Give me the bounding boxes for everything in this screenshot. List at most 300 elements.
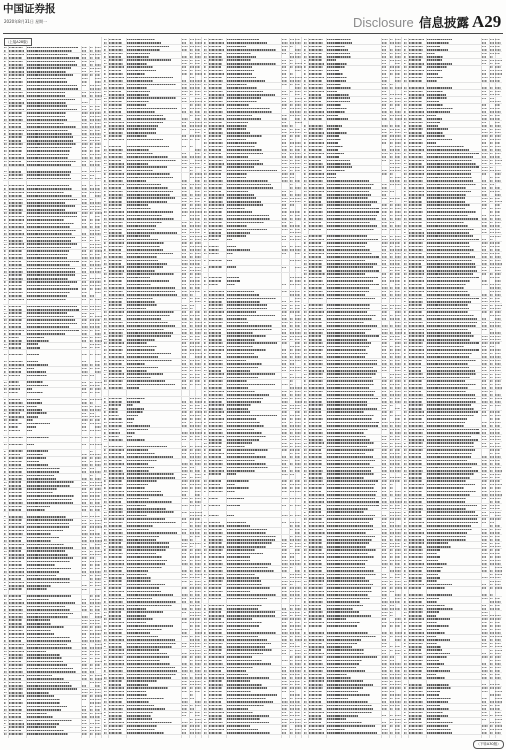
illegible-text bbox=[109, 453, 121, 455]
illegible-text bbox=[227, 308, 268, 310]
illegible-text bbox=[90, 516, 95, 517]
illegible-text bbox=[390, 570, 395, 571]
illegible-text bbox=[209, 577, 224, 579]
illegible-text bbox=[309, 239, 324, 241]
illegible-text bbox=[27, 143, 76, 145]
illegible-text bbox=[109, 629, 123, 631]
illegible-text bbox=[9, 406, 24, 408]
illegible-text bbox=[109, 384, 122, 386]
illegible-text bbox=[127, 273, 174, 275]
illegible-text bbox=[209, 584, 222, 586]
illegible-text bbox=[104, 60, 107, 61]
illegible-text bbox=[227, 687, 267, 689]
illegible-text bbox=[182, 215, 187, 216]
illegible-text bbox=[209, 232, 221, 234]
illegible-text bbox=[82, 233, 87, 234]
illegible-text bbox=[327, 260, 366, 262]
illegible-text bbox=[109, 177, 124, 179]
illegible-text bbox=[382, 346, 387, 347]
illegible-text bbox=[109, 729, 121, 731]
illegible-text bbox=[4, 268, 7, 269]
illegible-text bbox=[295, 522, 300, 523]
illegible-text bbox=[395, 149, 400, 150]
illegible-text bbox=[109, 425, 122, 427]
illegible-text bbox=[82, 620, 88, 621]
illegible-text bbox=[304, 370, 307, 371]
illegible-text bbox=[309, 484, 324, 486]
illegible-text bbox=[282, 305, 287, 306]
illegible-text bbox=[227, 653, 263, 655]
illegible-text bbox=[127, 705, 155, 707]
illegible-text bbox=[9, 309, 22, 311]
illegible-text bbox=[190, 211, 194, 212]
illegible-text bbox=[204, 636, 207, 637]
illegible-text bbox=[295, 39, 300, 40]
illegible-text bbox=[290, 346, 295, 347]
illegible-text bbox=[190, 66, 194, 67]
illegible-text bbox=[82, 633, 87, 634]
illegible-text bbox=[304, 315, 307, 316]
illegible-text bbox=[290, 139, 294, 140]
illegible-text bbox=[127, 170, 153, 172]
illegible-text bbox=[95, 471, 101, 472]
illegible-text bbox=[195, 677, 201, 678]
illegible-text bbox=[327, 473, 375, 475]
illegible-text bbox=[127, 494, 164, 496]
illegible-text bbox=[295, 322, 301, 323]
illegible-text bbox=[282, 122, 286, 123]
illegible-text bbox=[9, 720, 23, 722]
illegible-text bbox=[204, 656, 207, 657]
illegible-text bbox=[295, 49, 300, 50]
illegible-text bbox=[4, 582, 6, 583]
illegible-text bbox=[95, 240, 100, 241]
illegible-text bbox=[390, 84, 393, 85]
illegible-text bbox=[204, 443, 207, 444]
illegible-text bbox=[227, 194, 254, 196]
illegible-text bbox=[127, 373, 164, 375]
illegible-text bbox=[195, 581, 201, 582]
illegible-text bbox=[95, 171, 101, 172]
table-row bbox=[3, 733, 102, 736]
illegible-text bbox=[4, 454, 6, 455]
illegible-text bbox=[27, 47, 78, 49]
illegible-text bbox=[295, 453, 300, 454]
illegible-text bbox=[395, 311, 401, 312]
illegible-text bbox=[304, 515, 307, 516]
illegible-text bbox=[195, 484, 201, 485]
illegible-text bbox=[227, 149, 262, 151]
illegible-text bbox=[304, 598, 306, 599]
illegible-text bbox=[295, 394, 301, 395]
illegible-text bbox=[195, 187, 201, 188]
illegible-text bbox=[109, 153, 122, 155]
illegible-text bbox=[204, 204, 207, 205]
illegible-text bbox=[27, 219, 65, 221]
illegible-text bbox=[227, 429, 255, 431]
illegible-text bbox=[182, 367, 188, 368]
illegible-text bbox=[295, 636, 300, 637]
illegible-text bbox=[4, 202, 6, 203]
illegible-text bbox=[309, 494, 324, 496]
illegible-text bbox=[109, 146, 121, 148]
illegible-text bbox=[95, 602, 100, 603]
illegible-text bbox=[27, 130, 68, 132]
illegible-text bbox=[327, 542, 369, 544]
illegible-text bbox=[204, 470, 206, 471]
illegible-text bbox=[190, 667, 194, 668]
illegible-text bbox=[4, 192, 6, 193]
illegible-text bbox=[390, 449, 394, 450]
illegible-text bbox=[282, 325, 287, 326]
illegible-text bbox=[290, 56, 294, 57]
illegible-text bbox=[82, 609, 87, 610]
illegible-text bbox=[127, 574, 148, 576]
illegible-text bbox=[27, 654, 61, 656]
illegible-text bbox=[190, 529, 194, 530]
illegible-text bbox=[390, 204, 393, 205]
illegible-text bbox=[27, 230, 76, 232]
illegible-text bbox=[309, 39, 323, 41]
illegible-text bbox=[9, 292, 23, 294]
illegible-text bbox=[9, 526, 24, 528]
illegible-text bbox=[95, 264, 100, 265]
illegible-text bbox=[4, 557, 7, 558]
illegible-text bbox=[90, 143, 93, 144]
illegible-text bbox=[327, 291, 370, 293]
illegible-text bbox=[127, 249, 164, 251]
illegible-text bbox=[227, 225, 248, 227]
illegible-text bbox=[182, 63, 188, 64]
illegible-text bbox=[9, 57, 22, 59]
illegible-text bbox=[395, 394, 400, 395]
illegible-text bbox=[27, 347, 41, 349]
illegible-text bbox=[327, 453, 366, 455]
illegible-text bbox=[4, 157, 7, 158]
illegible-text bbox=[109, 246, 123, 248]
illegible-text bbox=[195, 111, 200, 112]
illegible-text bbox=[9, 492, 22, 494]
illegible-text bbox=[4, 95, 6, 96]
illegible-text bbox=[282, 505, 286, 506]
illegible-text bbox=[327, 501, 379, 503]
illegible-text bbox=[182, 239, 188, 240]
illegible-text bbox=[382, 587, 386, 588]
illegible-text bbox=[104, 518, 107, 519]
illegible-text bbox=[309, 518, 322, 520]
illegible-text bbox=[90, 212, 94, 213]
illegible-text bbox=[182, 273, 187, 274]
illegible-text bbox=[95, 88, 101, 89]
illegible-text bbox=[282, 249, 288, 250]
illegible-text bbox=[182, 574, 187, 575]
illegible-text bbox=[304, 494, 307, 495]
page-number: A29 bbox=[472, 12, 502, 31]
illegible-text bbox=[109, 436, 119, 438]
illegible-text bbox=[209, 325, 222, 327]
illegible-text bbox=[95, 333, 100, 334]
illegible-text bbox=[27, 92, 66, 94]
illegible-text bbox=[182, 380, 186, 381]
illegible-text bbox=[390, 436, 393, 437]
illegible-text bbox=[109, 708, 123, 710]
illegible-text bbox=[90, 375, 95, 376]
illegible-text bbox=[4, 361, 7, 362]
illegible-text bbox=[27, 240, 72, 242]
illegible-text bbox=[204, 698, 206, 699]
illegible-text bbox=[204, 249, 207, 250]
illegible-text bbox=[227, 84, 248, 86]
illegible-text bbox=[90, 247, 95, 248]
illegible-text bbox=[382, 549, 387, 550]
illegible-text bbox=[395, 263, 400, 264]
illegible-text bbox=[304, 487, 307, 488]
illegible-text bbox=[195, 273, 200, 274]
illegible-text bbox=[27, 340, 50, 342]
illegible-text bbox=[227, 491, 236, 493]
illegible-text bbox=[395, 563, 400, 564]
illegible-text bbox=[190, 384, 194, 385]
illegible-text bbox=[209, 532, 223, 534]
illegible-text bbox=[195, 208, 200, 209]
illegible-text bbox=[290, 456, 293, 457]
illegible-text bbox=[309, 335, 321, 337]
illegible-text bbox=[309, 142, 324, 144]
illegible-text bbox=[190, 408, 194, 409]
illegible-text bbox=[95, 578, 101, 579]
illegible-text bbox=[395, 508, 401, 509]
illegible-text bbox=[209, 225, 223, 227]
illegible-text bbox=[127, 418, 135, 420]
illegible-text bbox=[4, 620, 6, 621]
illegible-text bbox=[90, 202, 94, 203]
illegible-text bbox=[290, 236, 294, 237]
illegible-text bbox=[104, 670, 106, 671]
illegible-text bbox=[204, 650, 207, 651]
illegible-text bbox=[190, 349, 195, 350]
illegible-text bbox=[95, 564, 100, 565]
illegible-text bbox=[127, 698, 165, 700]
illegible-text bbox=[282, 132, 287, 133]
illegible-text bbox=[195, 42, 201, 43]
illegible-text bbox=[309, 394, 322, 396]
illegible-text bbox=[327, 77, 348, 79]
illegible-text bbox=[227, 636, 259, 638]
illegible-text bbox=[127, 284, 152, 286]
illegible-text bbox=[382, 298, 386, 299]
illegible-text bbox=[109, 470, 123, 472]
illegible-text bbox=[82, 64, 87, 65]
illegible-text bbox=[295, 360, 301, 361]
illegible-text bbox=[82, 406, 88, 407]
illegible-text bbox=[182, 122, 187, 123]
illegible-text bbox=[82, 526, 87, 527]
illegible-text bbox=[282, 646, 287, 647]
illegible-text bbox=[82, 544, 87, 545]
illegible-text bbox=[4, 112, 6, 113]
illegible-text bbox=[382, 356, 387, 357]
illegible-text bbox=[227, 118, 262, 120]
illegible-text bbox=[227, 322, 249, 324]
illegible-text bbox=[104, 677, 107, 678]
illegible-text bbox=[4, 544, 7, 545]
illegible-text bbox=[104, 449, 106, 450]
illegible-text bbox=[95, 661, 101, 662]
illegible-text bbox=[290, 529, 293, 530]
illegible-text bbox=[90, 678, 93, 679]
illegible-text bbox=[309, 177, 324, 179]
illegible-text bbox=[204, 267, 206, 268]
illegible-text bbox=[109, 508, 123, 510]
illegible-text bbox=[282, 556, 287, 557]
illegible-text bbox=[104, 494, 107, 495]
illegible-text bbox=[4, 233, 7, 234]
illegible-text bbox=[182, 581, 187, 582]
illegible-text bbox=[304, 60, 306, 61]
illegible-text bbox=[195, 570, 201, 571]
illegible-text bbox=[309, 532, 325, 534]
illegible-text bbox=[309, 377, 323, 379]
illegible-text bbox=[304, 387, 307, 388]
illegible-text bbox=[209, 311, 224, 313]
illegible-text bbox=[190, 77, 194, 78]
illegible-text bbox=[304, 208, 307, 209]
illegible-text bbox=[82, 175, 86, 176]
illegible-text bbox=[395, 305, 401, 306]
illegible-text bbox=[182, 425, 188, 426]
illegible-text bbox=[127, 222, 162, 224]
illegible-text bbox=[82, 340, 86, 341]
illegible-text bbox=[95, 716, 100, 717]
illegible-text bbox=[90, 454, 95, 455]
illegible-text bbox=[382, 546, 387, 547]
illegible-text bbox=[127, 53, 151, 55]
illegible-text bbox=[295, 411, 300, 412]
illegible-text bbox=[227, 139, 247, 141]
illegible-text bbox=[290, 222, 294, 223]
illegible-text bbox=[209, 180, 223, 182]
illegible-text bbox=[109, 639, 124, 641]
illegible-text bbox=[195, 270, 201, 271]
illegible-text bbox=[390, 522, 394, 523]
illegible-text bbox=[382, 239, 388, 240]
illegible-text bbox=[190, 487, 193, 488]
illegible-text bbox=[95, 406, 101, 407]
illegible-text bbox=[90, 430, 94, 431]
illegible-text bbox=[90, 309, 94, 310]
illegible-text bbox=[395, 139, 401, 140]
illegible-text bbox=[104, 715, 107, 716]
continued-from-note: （上接A28版） bbox=[5, 40, 31, 44]
illegible-text bbox=[309, 480, 323, 482]
illegible-text bbox=[104, 539, 107, 540]
illegible-text bbox=[195, 360, 200, 361]
illegible-text bbox=[290, 380, 294, 381]
illegible-text bbox=[282, 463, 286, 464]
illegible-text bbox=[195, 194, 200, 195]
illegible-text bbox=[95, 78, 101, 79]
illegible-text bbox=[9, 202, 23, 204]
illegible-text bbox=[304, 256, 306, 257]
illegible-text bbox=[290, 146, 294, 147]
illegible-text bbox=[227, 177, 247, 179]
illegible-text bbox=[227, 577, 260, 579]
illegible-text bbox=[109, 367, 124, 369]
illegible-text bbox=[295, 480, 300, 481]
illegible-text bbox=[390, 308, 394, 309]
illegible-text bbox=[90, 699, 95, 700]
illegible-text bbox=[104, 87, 107, 88]
illegible-text bbox=[390, 198, 394, 199]
illegible-text bbox=[95, 202, 100, 203]
illegible-text bbox=[82, 299, 87, 300]
illegible-text bbox=[295, 670, 301, 671]
illegible-text bbox=[309, 463, 322, 465]
illegible-text bbox=[109, 656, 123, 658]
illegible-text bbox=[190, 581, 194, 582]
illegible-text bbox=[195, 501, 200, 502]
illegible-text bbox=[4, 164, 7, 165]
illegible-text bbox=[190, 301, 193, 302]
illegible-text bbox=[9, 582, 24, 584]
illegible-text bbox=[327, 335, 379, 337]
illegible-text bbox=[382, 291, 387, 292]
illegible-text bbox=[95, 702, 101, 703]
illegible-text bbox=[195, 277, 200, 278]
illegible-text bbox=[282, 301, 287, 302]
illegible-text bbox=[4, 147, 7, 148]
illegible-text bbox=[327, 104, 342, 106]
illegible-text bbox=[27, 333, 66, 335]
illegible-text bbox=[227, 629, 251, 631]
illegible-text bbox=[204, 436, 207, 437]
illegible-text bbox=[95, 544, 101, 545]
illegible-text bbox=[304, 253, 306, 254]
illegible-text bbox=[104, 601, 106, 602]
illegible-text bbox=[4, 706, 7, 707]
illegible-text bbox=[4, 692, 7, 693]
illegible-text bbox=[90, 595, 93, 596]
illegible-text bbox=[104, 470, 107, 471]
illegible-text bbox=[9, 92, 23, 94]
illegible-text bbox=[309, 187, 324, 189]
illegible-text bbox=[227, 187, 273, 189]
illegible-text bbox=[304, 111, 307, 112]
illegible-text bbox=[127, 325, 175, 327]
illegible-text bbox=[104, 708, 107, 709]
illegible-text bbox=[95, 713, 101, 714]
illegible-text bbox=[127, 556, 162, 558]
illegible-text bbox=[9, 271, 23, 273]
illegible-text bbox=[382, 277, 386, 278]
illegible-text bbox=[304, 91, 307, 92]
illegible-text bbox=[290, 322, 293, 323]
illegible-text bbox=[282, 650, 287, 651]
illegible-text bbox=[127, 560, 167, 562]
illegible-text bbox=[209, 87, 222, 89]
illegible-text bbox=[182, 477, 186, 478]
illegible-text bbox=[204, 374, 207, 375]
illegible-text bbox=[127, 115, 163, 117]
illegible-text bbox=[127, 87, 148, 89]
illegible-text bbox=[27, 85, 78, 87]
disclosure-column bbox=[203, 37, 302, 738]
illegible-text bbox=[9, 661, 21, 663]
illegible-text bbox=[327, 142, 338, 144]
illegible-text bbox=[190, 305, 194, 306]
illegible-text bbox=[90, 689, 94, 690]
illegible-text bbox=[109, 432, 120, 434]
